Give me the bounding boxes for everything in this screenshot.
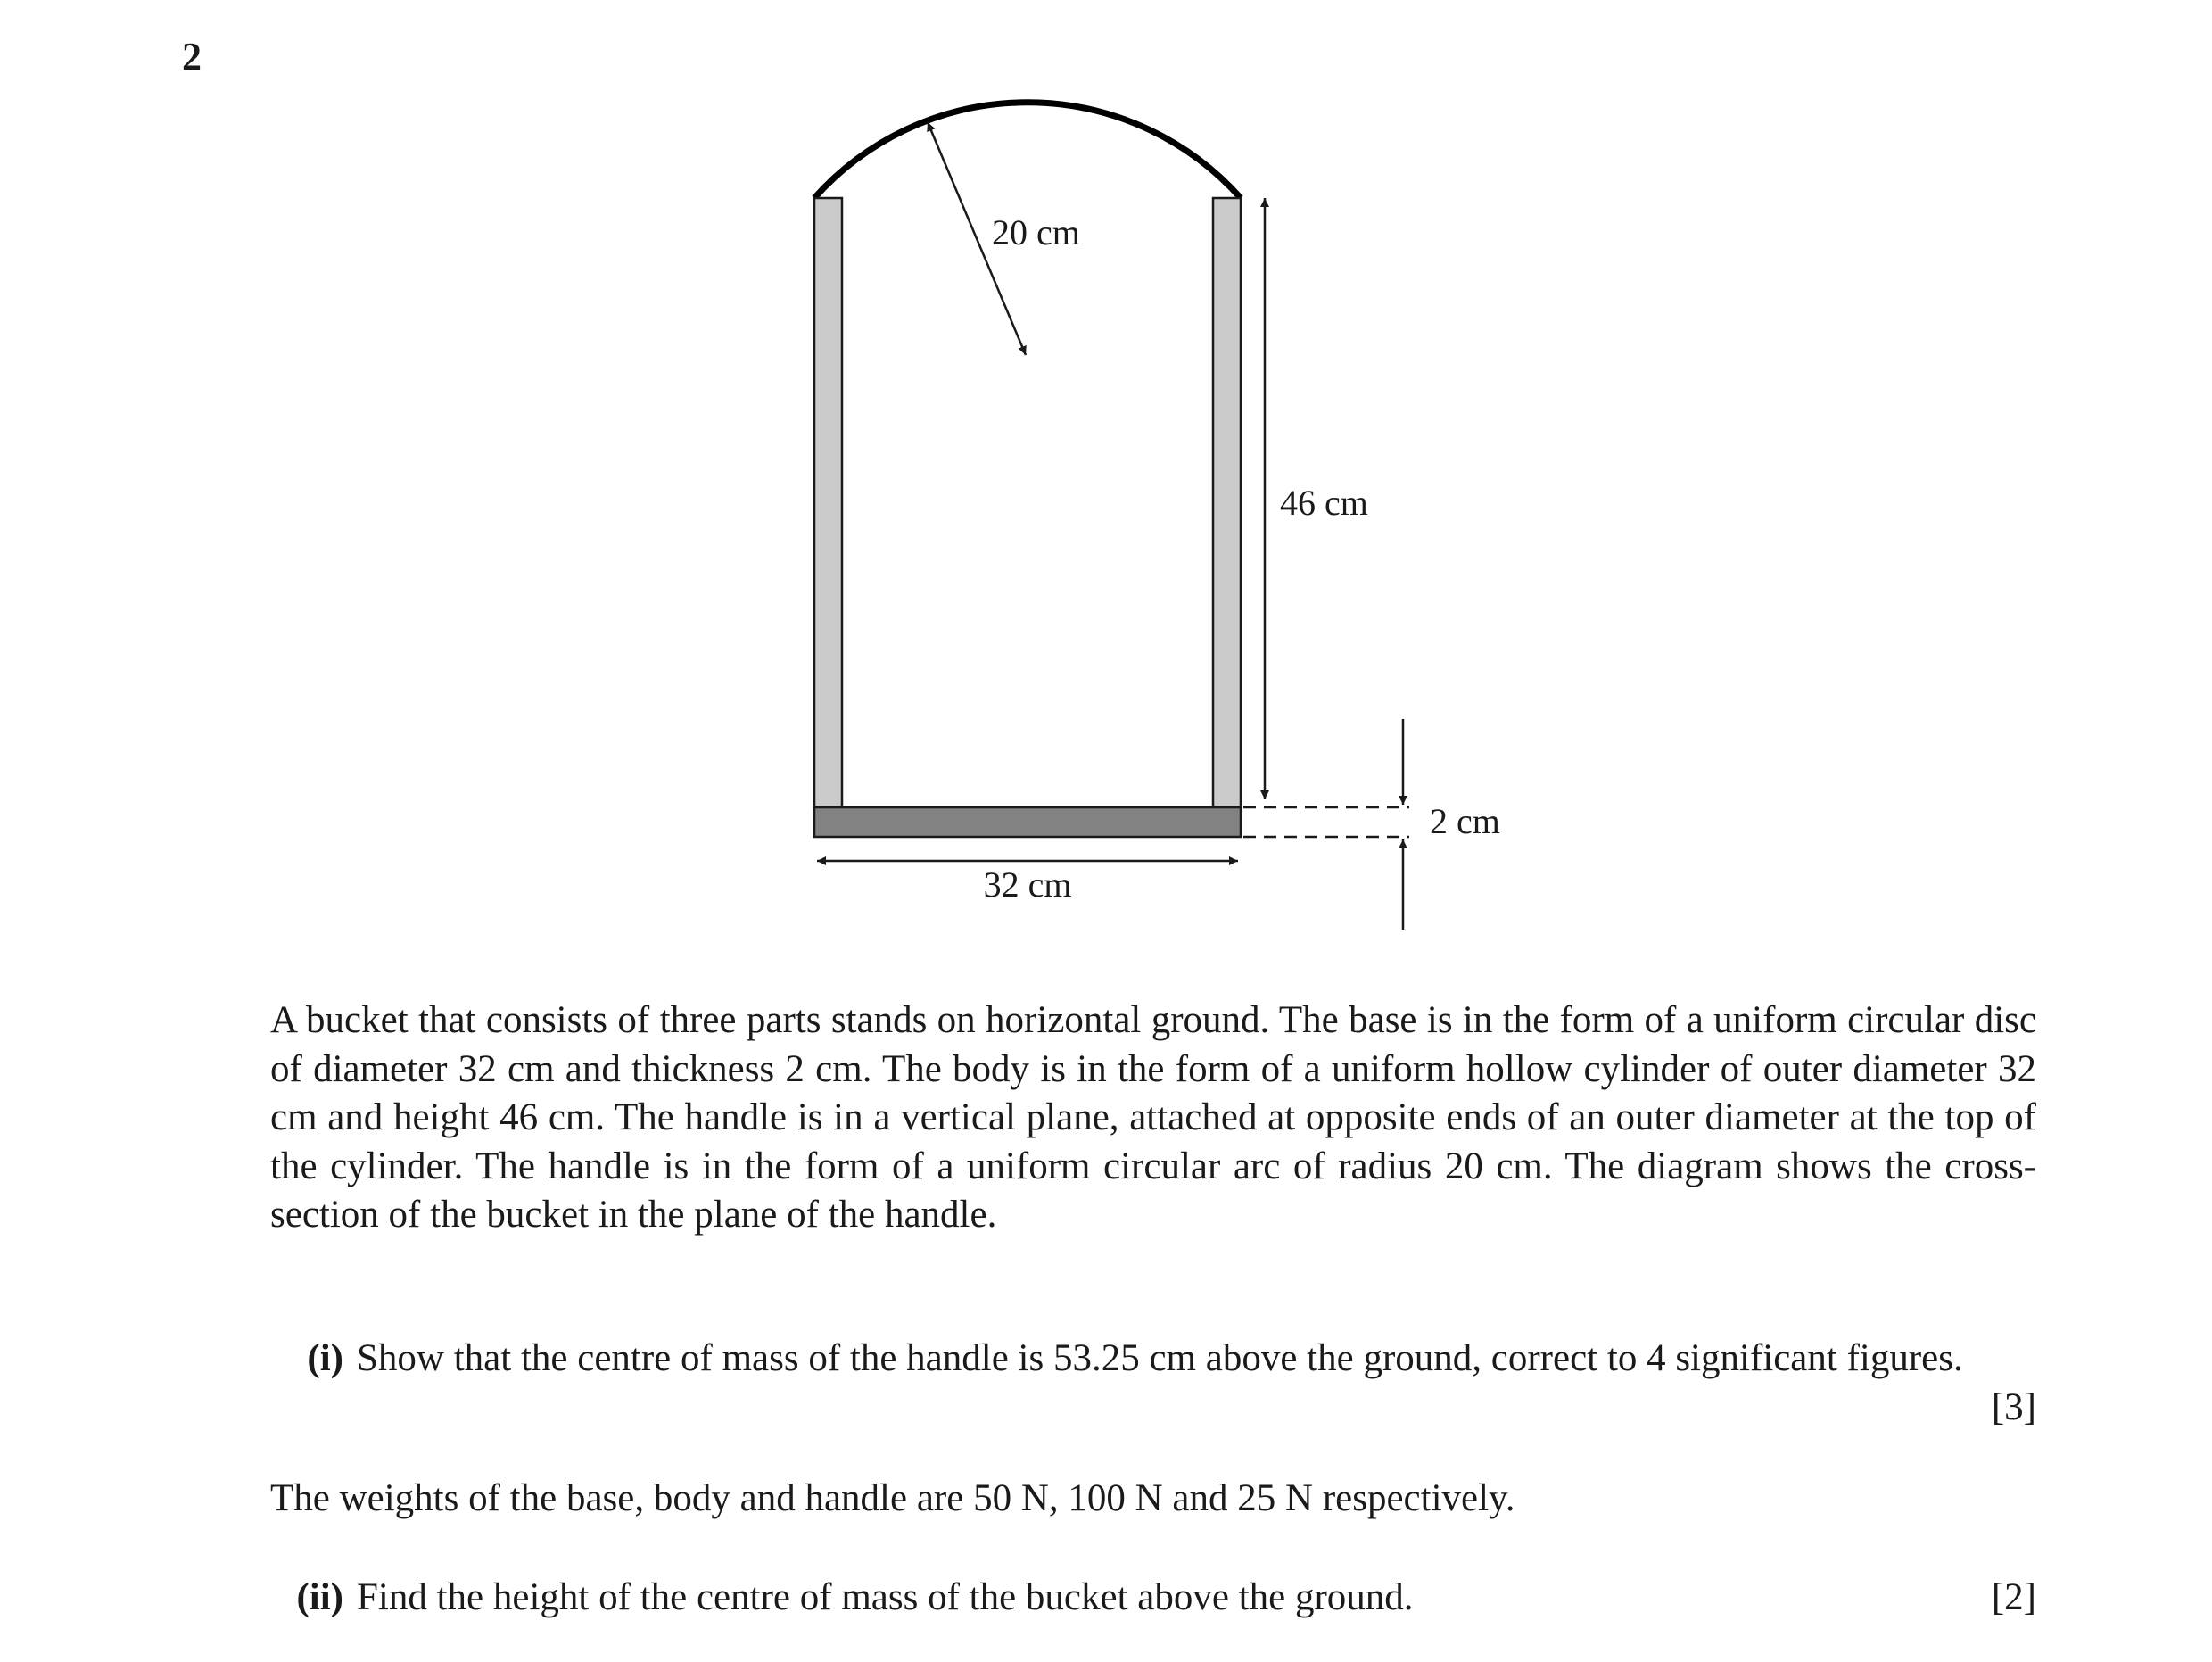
part-text: Find the height of the centre of mass of the bucket above the ground. (357, 1576, 1414, 1618)
height-label: 46 cm (1280, 483, 1368, 523)
weights-statement: The weights of the base, body and handle are 50 N, 100 N and 25 N respectively. (270, 1477, 1515, 1519)
question-part-i (270, 1334, 2036, 1441)
part-text: Show that the centre of mass of the handle is 53.25 cm above the ground, correct to 4 significant figures. (357, 1337, 1963, 1379)
question-part-ii (270, 1573, 2036, 1626)
question-number: 2 (182, 35, 202, 79)
marks-label: [2] (1991, 1576, 2036, 1618)
intro-paragraph: A bucket that consists of three parts stands on horizontal ground. The base is in the form of a uniform circular disc of diameter 32 cm and thickness 2 cm. The body is in the form of a uniform hollow cylinder of outer diameter 32 cm and height 46 cm. The handle is in a vertical plane, attached at opposite ends of an outer diameter at the top of the cylinder. The handle is in the form of a uniform circular arc of radius 20 cm. The diagram shows the cross-section of the bucket in the plane of the handle. (270, 999, 2036, 1236)
part-label: (ii) (296, 1576, 343, 1618)
right-wall (1213, 198, 1241, 807)
radius-label: 20 cm (992, 212, 1080, 252)
thickness-label: 2 cm (1430, 801, 1500, 841)
left-wall (814, 198, 842, 807)
diameter-label: 32 cm (983, 864, 1072, 905)
marks-label: [3] (1991, 1386, 2036, 1428)
base-disc (814, 807, 1241, 837)
handle-arc (814, 103, 1241, 198)
part-label: (i) (307, 1337, 343, 1379)
